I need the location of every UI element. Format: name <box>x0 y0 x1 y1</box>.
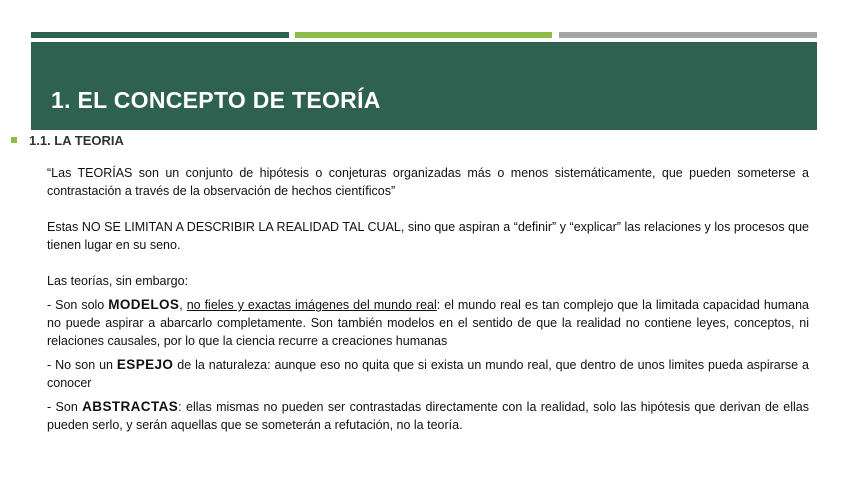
keyword-models: MODELOS <box>108 297 180 312</box>
description-emphasis: Estas NO SE LIMITAN A DESCRIBIR LA REALIDAD TAL CUAL <box>47 220 401 234</box>
underlined-phrase: no fieles y exactas imágenes del mundo real <box>186 298 437 312</box>
point-models <box>47 296 809 350</box>
point-abstract-rest: : ellas mismas no pueden ser contrastadas directamente con la realidad, solo las hipótesis que derivan de ellas pueden serlo, y serán aquellas que se someterán a refutación, no la teoría. <box>47 400 810 432</box>
keyword-mirror: ESPEJO <box>116 357 174 372</box>
point-models-comma: , <box>179 298 187 312</box>
intro-line: Las teorías, sin embargo: <box>47 274 189 288</box>
title-banner <box>31 42 817 130</box>
slide-title: 1. EL CONCEPTO DE TEORÍA <box>51 87 381 113</box>
point-abstract-prefix: - Son <box>47 400 83 414</box>
keyword-abstract: ABSTRACTAS <box>82 399 179 414</box>
top-bar-dark-green <box>31 32 289 38</box>
point-models-rest: : el mundo real es tan complejo que la limitada capacidad humana no puede aspirar a abarcarlo completamente. Son también modelos en el sentido de que la realidad no contiene leyes, conceptos, ni relaciones causales, por lo que la ciencia recurre a creaciones humanas <box>47 298 809 348</box>
point-mirror-rest: de la naturaleza: aunque eso no quita que si exista un mundo real, que dentro de unos limites pueda aspirarse a conocer <box>47 358 809 390</box>
description-paragraph <box>47 218 809 254</box>
point-abstract <box>47 398 809 434</box>
description-rest: , sino que aspiran a “definir” y “explicar” las relaciones y los procesos que tienen lugar en su seno. <box>47 220 810 252</box>
slide-body <box>47 164 809 434</box>
point-models-prefix: - Son solo <box>47 298 109 312</box>
top-bar-gray <box>559 32 817 38</box>
point-mirror-prefix: - No son un <box>47 358 117 372</box>
top-bar-light-green <box>295 32 552 38</box>
decorative-top-bars <box>31 32 817 38</box>
square-bullet-icon <box>11 137 17 143</box>
definition-paragraph: “Las TEORÍAS son un conjunto de hipótesis o conjeturas organizadas más o menos sistemáticamente, que pueden someterse a contrastación a través de la observación de hechos científicos” <box>47 166 809 198</box>
point-mirror <box>47 356 809 392</box>
section-subtitle: 1.1. LA TEORIA <box>29 133 124 148</box>
